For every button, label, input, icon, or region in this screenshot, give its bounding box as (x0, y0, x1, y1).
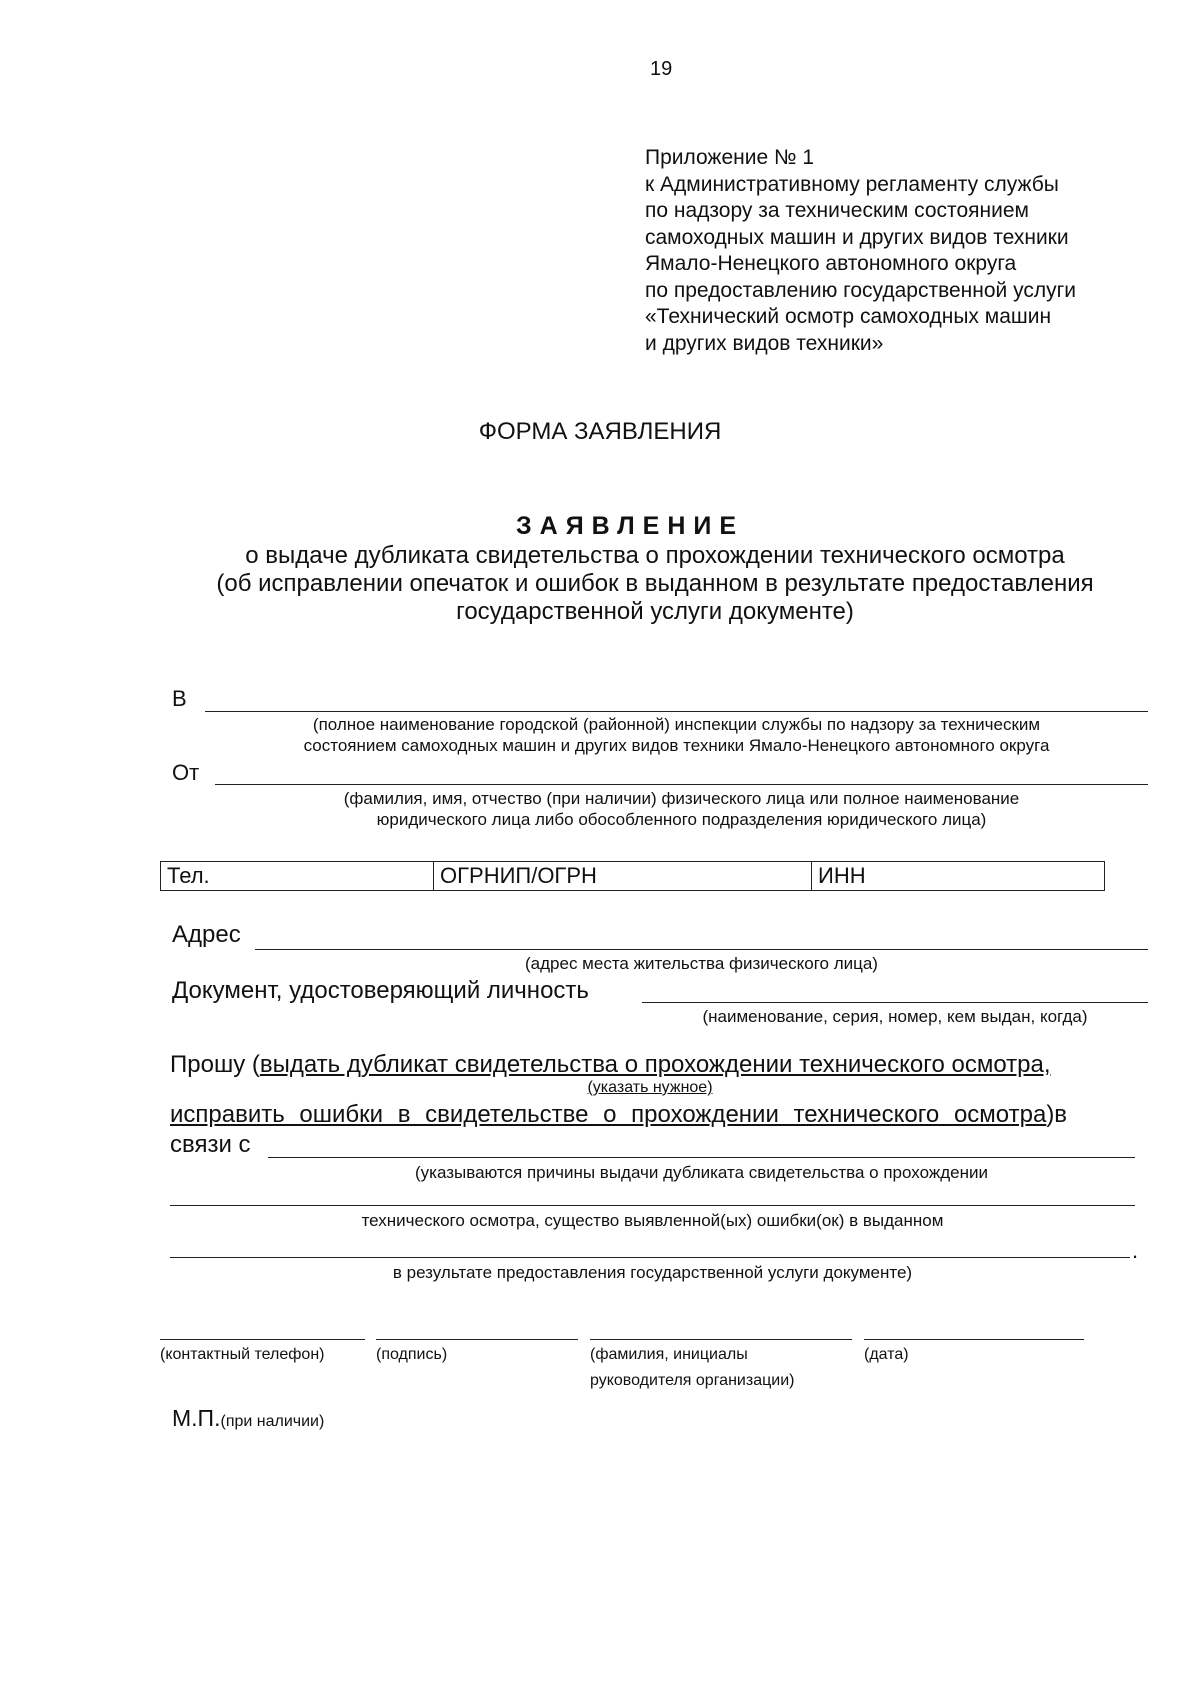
address-input-line[interactable] (255, 949, 1148, 950)
from-input-line[interactable] (215, 784, 1148, 785)
statement-subtitle-line: о выдаче дубликата свидетельства о прохождении технического осмотра (245, 542, 1065, 569)
appendix-line: самоходных машин и других видов техники (645, 225, 1069, 249)
request-connector: связи с (170, 1131, 251, 1158)
from-label: От (172, 760, 200, 785)
appendix-line: Приложение № 1 (645, 146, 815, 169)
to-hint-line: состоянием самоходных машин и других видов техники Ямало-Ненецкого автономного округа (303, 736, 1050, 755)
reason-trailing-dot: . (1132, 1238, 1139, 1263)
statement-subtitle (160, 542, 1150, 626)
request-option-correct[interactable]: исправить ошибки в свидетельстве о прохождении технического осмотра (170, 1101, 1047, 1128)
head-name-caption-line: руководителя организации) (590, 1372, 795, 1389)
address-hint: (адрес места жительства физического лица) (525, 954, 878, 973)
inn-cell[interactable]: ИНН (812, 862, 1105, 891)
head-name-line[interactable] (590, 1339, 852, 1340)
to-hint-line: (полное наименование городской (районной) инспекции службы по надзору за техническим (312, 715, 1041, 734)
reason-input-line-1[interactable] (268, 1157, 1135, 1158)
page-number: 19 (650, 58, 673, 80)
from-hint-line: (фамилия, имя, отчество (при наличии) физического лица или полное наименование (343, 789, 1020, 808)
address-label: Адрес (172, 921, 241, 948)
statement-title: ЗАЯВЛЕНИЕ (515, 512, 745, 540)
form-title: ФОРМА ЗАЯВЛЕНИЯ (478, 418, 722, 445)
request-line-2 (170, 1101, 1067, 1129)
appendix-line: по предоставлению государственной услуги (645, 278, 1077, 302)
phone-caption: (контактный телефон) (160, 1346, 325, 1363)
request-choose-hint (520, 1077, 780, 1098)
to-hint (205, 714, 1148, 756)
appendix-line: к Административному регламенту службы (645, 172, 1059, 196)
request-choose-hint-text: (указать нужное) (587, 1079, 713, 1096)
identity-doc-hint: (наименование, серия, номер, кем выдан, когда) (702, 1007, 1088, 1026)
request-line-1 (170, 1051, 1051, 1079)
head-name-caption-line: (фамилия, инициалы (590, 1346, 748, 1363)
request-closing: )в (1046, 1101, 1068, 1128)
appendix-line: Ямало-Ненецкого автономного округа (645, 252, 1017, 275)
appendix-line: по надзору за техническим состоянием (645, 199, 1029, 222)
identifiers-table (160, 861, 1105, 891)
identity-doc-label: Документ, удостоверяющий личность (172, 977, 589, 1004)
reason-input-line-2[interactable] (170, 1205, 1135, 1206)
phone-cell[interactable]: Тел. (161, 862, 434, 891)
stamp-note: (при наличии) (220, 1413, 325, 1430)
reason-hint-1: (указываются причины выдачи дубликата свидетельства о прохождении (415, 1163, 988, 1182)
request-prefix: Прошу ( (170, 1051, 260, 1078)
date-caption: (дата) (864, 1346, 909, 1363)
signature-caption: (подпись) (376, 1346, 448, 1363)
head-name-caption (590, 1342, 794, 1394)
appendix-header (645, 145, 1165, 357)
identity-doc-input-line[interactable] (642, 1002, 1148, 1003)
phone-sign-line[interactable] (160, 1339, 365, 1340)
from-hint-line: юридического лица либо обособленного подразделения юридического лица) (376, 810, 987, 829)
request-option-duplicate[interactable]: выдать дубликат свидетельства о прохождении технического осмотра, (259, 1051, 1051, 1078)
reason-input-line-3[interactable] (170, 1257, 1130, 1258)
date-line[interactable] (864, 1339, 1084, 1340)
reason-hint-3: в результате предоставления государственной услуги документе) (392, 1263, 913, 1282)
ogrn-cell[interactable]: ОГРНИП/ОГРН (434, 862, 812, 891)
appendix-line: «Технический осмотр самоходных машин (645, 305, 1052, 328)
to-label: В (172, 686, 187, 711)
to-input-line[interactable] (205, 711, 1148, 712)
reason-hint-2: технического осмотра, существо выявленной(ых) ошибки(ок) в выданном (361, 1211, 944, 1230)
statement-subtitle-line: государственной услуги документе) (456, 598, 854, 625)
from-hint (215, 788, 1148, 830)
stamp-label: М.П. (172, 1405, 221, 1431)
signature-line[interactable] (376, 1339, 578, 1340)
statement-subtitle-line: (об исправлении опечаток и ошибок в выданном в результате предоставления (216, 570, 1094, 597)
appendix-line: и других видов техники» (645, 331, 884, 355)
stamp-placeholder (172, 1405, 324, 1432)
